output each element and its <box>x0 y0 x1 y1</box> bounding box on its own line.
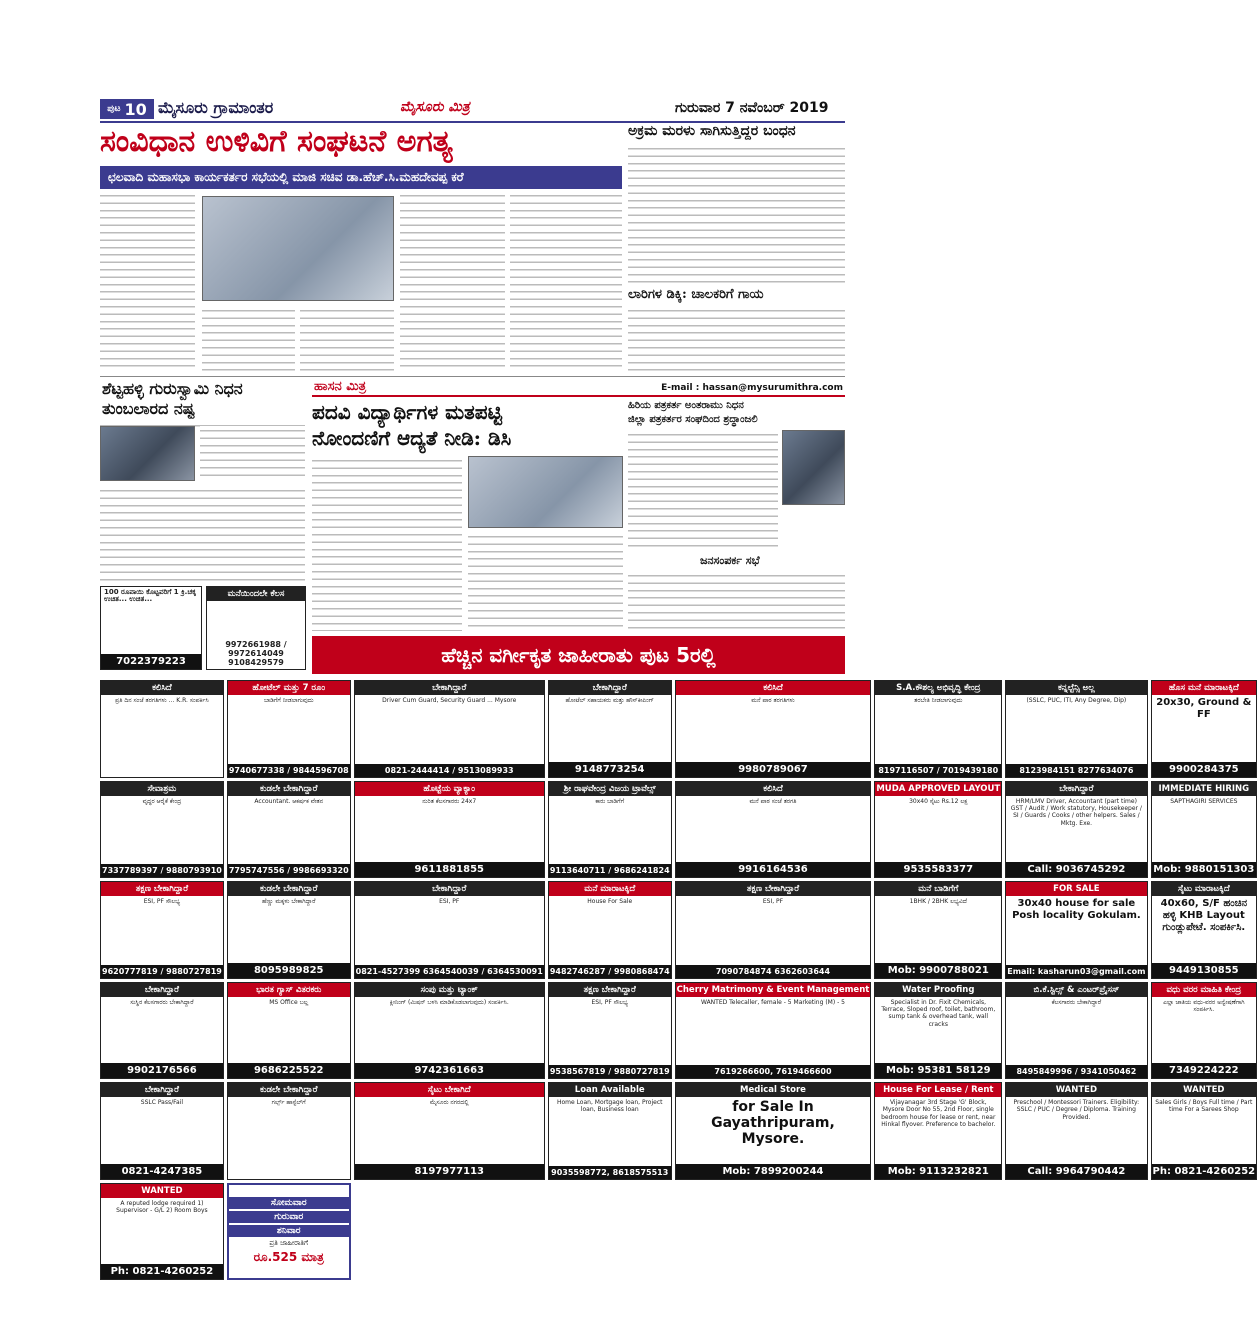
classified-ad <box>1005 680 1147 778</box>
hassan-headline-1: ಪದವಿ ವಿದ್ಯಾರ್ಥಿಗಳ ಮತಪಟ್ಟಿ <box>312 400 503 424</box>
journalist-body <box>628 430 778 550</box>
classified-ad-body: Vijayanagar 3rd Stage 'G' Block, Mysore Door No 55, 2nd Floor, single bedroom house for lease or rent, near Hinkal flyover. Preference to bachelor. <box>881 1099 996 1129</box>
classified-ad <box>1151 881 1257 979</box>
classified-ad-title: ಭಾರತ ಗ್ಯಾಸ್ ವಿತರಕರು <box>228 983 350 997</box>
classified-ad <box>100 781 224 879</box>
classified-ad-title: ಸೈಟು ಬೇಕಾಗಿದೆ <box>355 1083 544 1097</box>
classified-ad-phone: 0821-4247385 <box>101 1164 223 1179</box>
classified-ad-body: Specialist in Dr. Fixit Chemicals, Terrace, Sloped roof, toilet, bathroom, sump tank & overhead tank, wall cracks <box>881 998 996 1028</box>
classified-ad-phone: 9916164536 <box>676 862 871 877</box>
classified-ad-phone: 9902176566 <box>101 1063 223 1078</box>
classified-ad-body: House For Sale <box>587 898 633 905</box>
classified-ad-body: ಕ್ಲೀನಿಂಗ್ (ಮಿಷನ್ ಬಳಸಿ ಮಾಡಿಕೊಡಲಾಗುವುದು) ಸಂಪರ್ಕಿಸಿ. <box>389 998 509 1006</box>
classified-ad-title: Loan Available <box>549 1083 671 1097</box>
classified-ad-title: IMMEDIATE HIRING <box>1152 782 1257 796</box>
classified-ad-title: House For Lease / Rent <box>875 1083 1001 1097</box>
classified-ad-body: ತರಬೇತಿ ನೀಡಲಾಗುವುದು <box>914 697 963 704</box>
classified-ad <box>675 680 872 778</box>
lead-subheadline: ಛಲವಾದಿ ಮಹಾಸಭಾ ಕಾರ್ಯಕರ್ತರ ಸಭೆಯಲ್ಲಿ ಮಾಜಿ ಸಚಿವ ಡಾ.ಹೆಚ್.ಸಿ.ಮಹದೇವಪ್ಪ ಕರೆ <box>100 166 622 189</box>
divider-1 <box>100 376 845 377</box>
classified-ad-title: ಮನೆ ಬಾಡಿಗೆಗೆ <box>875 882 1001 896</box>
lead-body-col-1 <box>100 191 195 371</box>
classified-ad-phone: 0821-4527399 6364540039 / 6364530091 <box>355 966 543 976</box>
newspaper-page <box>100 96 1256 1281</box>
classified-ad-body: ವೃದ್ಧರ ಆರೈಕೆ ಕೇಂದ್ರ <box>142 797 182 805</box>
obit-body-1 <box>200 426 305 481</box>
classified-ad-body: SAPTHAGIRI SERVICES <box>1170 797 1238 805</box>
rate-day: ಶನಿವಾರ <box>229 1225 349 1237</box>
classified-ad-body: ಎಲ್ಲಾ ಜಾತಿಯ ವಧು-ವರರ ಅನ್ವೇಷಣೆಗಾಗಿ ಸಂಪರ್ಕಿಸಿ. <box>1163 998 1245 1013</box>
classified-ad-body: A reputed lodge required 1) Supervisor - G/L 2) Room Boys <box>116 1199 208 1214</box>
lead-body-col-2 <box>202 306 295 371</box>
classified-ad-title: ಕುಡಲೇ ಬೇಕಾಗಿದ್ದಾರೆ <box>228 1083 350 1097</box>
classified-ad <box>100 1183 224 1281</box>
classified-ad-title: ಬೇಕಾಗಿದ್ದಾರೆ <box>1006 782 1146 796</box>
classified-ad-title: ಸೇವಾಶ್ರಮ <box>101 782 223 796</box>
classified-ad <box>1151 680 1257 778</box>
classified-ad-title: ಕನ್ನಲ್ಟೆನ್ಸಿ ಅಲ್ಲ <box>1006 681 1146 695</box>
classified-ad <box>874 680 1002 778</box>
classified-ad-phone: 7795747556 / 9986693320 <box>228 866 349 875</box>
classified-ad-phone: 9113640711 / 9686241824 <box>549 866 670 875</box>
classified-ad-title: ತಕ್ಷಣ ಬೇಕಾಗಿದ್ದಾರೆ <box>549 983 671 997</box>
classified-ad-phone: 9740677338 / 9844596708 <box>228 765 349 775</box>
classified-ad-body: ESI, PF ಸೌಲಭ್ಯ <box>143 898 181 905</box>
classified-ad-phone: Mob: 9900788021 <box>875 963 1001 978</box>
classified-ad-phone: Mob: 7899200244 <box>676 1164 871 1179</box>
page-word: ಪುಟ <box>107 104 121 114</box>
promo-ad-2-title: ಮನೆಯಿಂದಲೇ ಕೆಲಸ <box>207 587 305 601</box>
classified-ad-title: ಬೇಕಾಗಿದ್ದಾರೆ <box>355 882 544 896</box>
classified-ad <box>227 881 351 979</box>
classified-ad-title: ಬೇಕಾಗಿದ್ದಾರೆ <box>549 681 671 695</box>
classified-ad-title: Water Proofing <box>875 983 1001 997</box>
classified-ad-title: WANTED <box>1006 1083 1146 1097</box>
classified-ad <box>354 781 545 879</box>
classified-ad-phone: 9035598772, 8618575513 <box>549 1166 671 1179</box>
classified-ad-phone: 9535583377 <box>875 862 1001 877</box>
hassan-body-col-1 <box>312 456 462 631</box>
classified-ad-body: ಪ್ರತಿ ದಿನ ಸಂಜೆ ತರಗತಿಗಳು ... K.R. ಸಂಪರ್ಕಿಸಿ <box>115 697 209 704</box>
classified-ad-body: 1BHK / 2BHK ಲಭ್ಯವಿದೆ <box>909 898 967 905</box>
classified-ad-body: ಮೈಸೂರು ನಗರದಲ್ಲಿ <box>429 1099 469 1106</box>
janasamparka-body <box>628 571 845 631</box>
classified-ad-title: ಹೊಸ ಮನೆ ಮಾರಾಟಕ್ಕಿದೆ <box>1152 681 1257 695</box>
classified-ad-phone: 8123984151 8277634076 <box>1006 764 1146 777</box>
classified-ad <box>227 1082 351 1180</box>
classified-ad-body: ಮನೆ ಪಾಠ ತರಗತಿಗಳು <box>751 697 795 704</box>
classified-ad <box>548 881 672 979</box>
classified-ad <box>675 881 872 979</box>
obit-headline-1: ಶೆಟ್ಟಹಳ್ಳಿ ಗುರುಸ್ವಾಮಿ ನಿಧನ <box>102 379 243 398</box>
classified-ad-phone: 8495849996 / 9341050462 <box>1006 1065 1146 1078</box>
classified-ad-title: ಬೇಕಾಗಿದ್ದಾರೆ <box>355 681 544 695</box>
classified-ad-body: SSLC Pass/Fail <box>140 1099 184 1106</box>
promo-ad-2 <box>206 586 306 670</box>
classified-ad <box>548 680 672 778</box>
classified-ad <box>1005 982 1147 1080</box>
journalist-portrait <box>782 430 845 505</box>
classified-ad-phone: 8095989825 <box>228 963 350 978</box>
lead-headline: ಸಂವಿಧಾನ ಉಳಿವಿಗೆ ಸಂಘಟನೆ ಅಗತ್ಯ <box>100 124 453 159</box>
right-story-1-body <box>628 144 845 284</box>
classified-ad-body: 30x40 house for sale Posh locality Gokulam. <box>1012 898 1141 921</box>
classified-ad-title: ಶ್ರೀ ರಾಘವೇಂದ್ರ ವಿಜಯ ಟ್ರಾವೆಲ್ಸ್ <box>549 782 671 796</box>
classified-ad-phone: 9449130855 <box>1152 963 1257 978</box>
promo-ad-1-title: 100 ರೂಪಾಯಿ ಕೊಟ್ಟವರಿಗೆ 1 ಕ್ರಿ.ಚಕ್ಕ ಉಚಿತ... ಉಚಿತ... <box>104 588 196 604</box>
classified-ad-title: ಬೇಕಾಗಿದ್ದಾರೆ <box>101 983 223 997</box>
classified-ad <box>1005 881 1147 979</box>
classified-ad-phone: Mob: 9113232821 <box>875 1164 1001 1179</box>
classified-ad-body: ESI, PF <box>439 898 460 905</box>
classified-ad-body: ಕಾರು ಬಾಡಿಗೆಗೆ <box>595 797 625 805</box>
classified-ad <box>1151 982 1257 1080</box>
lead-body-col-3 <box>300 306 394 371</box>
classified-ad-body: for Sale In Gayathripuram, Mysore. <box>711 1099 835 1147</box>
journalist-headline-2: ಜಿಲ್ಲಾ ಪತ್ರಕರ್ತರ ಸಂಘದಿಂದ ಶ್ರದ್ಧಾಂಜಲಿ <box>628 414 758 425</box>
issue-date: ಗುರುವಾರ 7 ನವೆಂಬರ್ 2019 <box>675 100 829 116</box>
janasamparka-headline: ಜನಸಂಪರ್ಕ ಸಭೆ <box>700 554 760 567</box>
classified-ad-title: ಬಿ.ಕೆ.ಸ್ಟಿಲ್ಸ್ & ಎಂಟರ್‌ಪ್ರೈಸಸ್ <box>1006 983 1146 997</box>
classified-ad <box>227 781 351 879</box>
classified-ad-body: MS Office ಬಲ್ಲ <box>269 998 309 1006</box>
page-number: 10 <box>124 99 147 119</box>
page-number-badge <box>100 99 154 119</box>
lead-photo <box>202 196 394 301</box>
classified-ad <box>227 680 351 778</box>
classified-ad <box>354 881 545 979</box>
classified-ad-phone: Email: kasharun03@gmail.com <box>1007 966 1146 976</box>
classified-ad <box>1151 781 1257 879</box>
classified-ad <box>354 982 545 1080</box>
classifieds-grid <box>100 680 1256 1280</box>
journalist-headline-1: ಹಿರಿಯ ಪತ್ರಕರ್ತ ಅಂತರಾಮು ನಿಧನ <box>628 400 744 411</box>
obit-headline-2: ತುಂಬಲಾರದ ನಷ್ಟ <box>102 399 195 418</box>
classified-ad <box>675 781 872 879</box>
classified-ad-body: ಕೆಲಸಗಾರರು ಬೇಕಾಗಿದ್ದಾರೆ <box>1051 998 1102 1006</box>
classified-ad <box>548 1082 672 1180</box>
classified-ad-body: HRM/LMV Driver, Accountant (part time) GST / Audit / Work statutory, Housekeeper / SI / Guards / Cooks / other helpers. Sales / Mktg. Exe. <box>1010 797 1142 827</box>
hassan-email: E-mail : hassan@mysurumithra.com <box>661 383 843 393</box>
classified-ad-phone: 9538567819 / 9880727819 <box>549 1067 670 1076</box>
classified-ad-body: Accountant. ಆಕರ್ಷಕ ವೇತನ <box>254 797 324 805</box>
classified-ad-phone: 0821-2444414 / 9513089933 <box>355 764 544 777</box>
promo-ad-1 <box>100 586 202 670</box>
classified-ad-phone: 9148773254 <box>549 762 671 777</box>
rate-note: ಪ್ರತಿ ಜಾಹೀರಾತಿಗೆ <box>269 1239 309 1248</box>
classified-ad-title: FOR SALE <box>1006 882 1146 896</box>
classified-ad-body: Home Loan, Mortgage loan, Project loan, Business loan <box>556 1099 663 1114</box>
rate-day: ಗುರುವಾರ <box>229 1211 349 1223</box>
classified-ad <box>100 982 224 1080</box>
classified-ad-title: MUDA APPROVED LAYOUT <box>876 783 1001 794</box>
classified-ad-phone: 9980789067 <box>676 762 871 777</box>
classified-ad-phone: 8197116507 / 7019439180 <box>875 764 1001 777</box>
classified-ad-title: Medical Store <box>676 1083 871 1097</box>
classified-ad-phone: Ph: 0821-4260252 <box>101 1264 223 1279</box>
classified-ad-body: ನುರಿತ ಕೆಲಸಗಾರರು 24x7 <box>422 797 477 805</box>
promo-ad-1-phone: 7022379223 <box>101 654 201 669</box>
hassan-body-col-2 <box>468 532 623 631</box>
classified-ad-phone: Ph: 0821-4260252 <box>1152 1165 1256 1177</box>
classified-ad-title: ಕಲಿಸಿದೆ <box>676 681 871 695</box>
right-story-1-headline: ಅಕ್ರಮ ಮರಳು ಸಾಗಿಸುತ್ತಿದ್ದರ ಬಂಧನ <box>628 123 796 139</box>
hassan-section-bar <box>312 379 845 397</box>
classified-ad <box>874 1082 1002 1180</box>
classified-ad-body: ESI, PF ಸೌಲಭ್ಯ <box>591 998 628 1006</box>
classified-ad-body: ಹೆಣ್ಣು ಮಕ್ಕಳು ಬೇಕಾಗಿದ್ದಾರೆ <box>262 898 316 905</box>
classified-banner: ಹೆಚ್ಚಿನ ವರ್ಗೀಕೃತ ಜಾಹೀರಾತು ಪುಟ 5ರಲ್ಲಿ <box>312 636 845 674</box>
classified-ad-body: Sales Girls / Boys Full time / Part time For a Sarees Shop <box>1155 1099 1253 1114</box>
classified-ad-phone: 9686225522 <box>228 1063 350 1078</box>
classified-ad-title: S.A.ಕೌಶಲ್ಯ ಅಭಿವೃದ್ಧಿ ಕೇಂದ್ರ <box>875 681 1001 695</box>
obit-photo <box>100 426 195 481</box>
lead-body-col-5 <box>510 191 622 371</box>
classified-ad-phone: 8197977113 <box>355 1164 544 1179</box>
masthead-logo: ಮೈಸೂರು ಮಿತ್ರ <box>400 99 470 115</box>
classified-ad <box>100 881 224 979</box>
classified-ad <box>354 680 545 778</box>
rate-box <box>227 1183 351 1281</box>
right-story-2-body <box>628 306 845 376</box>
classified-ad-title: ತಕ್ಷಣ ಬೇಕಾಗಿದ್ದಾರೆ <box>676 882 871 896</box>
classified-ad-title: ಕುಡಲೇ ಬೇಕಾಗಿದ್ದಾರೆ <box>228 782 350 796</box>
classified-ad <box>874 982 1002 1080</box>
hassan-photo <box>468 456 623 528</box>
classified-ad-phone: 9482746287 / 9980868474 <box>549 966 670 976</box>
hassan-section-label: ಹಾಸನ ಮಿತ್ರ <box>314 379 367 394</box>
classified-ad-phone: 9611881855 <box>355 862 544 877</box>
classified-ad-phone: Mob: 9880151303 <box>1153 864 1255 875</box>
classified-ad <box>1005 1082 1147 1180</box>
classified-ad <box>227 982 351 1080</box>
classified-ad-title: WANTED <box>1152 1083 1257 1097</box>
promo-ad-2-phone: 9972661988 / 9972614049 9108429579 <box>225 640 287 667</box>
classified-ad-phone: Mob: 95381 58129 <box>875 1063 1001 1078</box>
page-header <box>100 96 845 120</box>
section-title: ಮೈಸೂರು ಗ್ರಾಮಾಂತರ <box>158 98 274 117</box>
classified-ad-phone: Call: 9036745292 <box>1006 862 1146 877</box>
classified-ad-title: Cherry Matrimony & Event Management <box>676 984 870 995</box>
classified-ad-title: ತಕ್ಷಣ ಬೇಕಾಗಿದ್ದಾರೆ <box>101 882 223 896</box>
classified-ad-body: ESI, PF <box>762 898 784 905</box>
classified-ad-phone: 7619266600, 7619466600 <box>676 1065 871 1078</box>
classified-ad-body: ಹೋಟೆಲ್ ಸಹಾಯಕರು ಮತ್ತು ಹೌಸ್‌ಕೀಪಿಂಗ್ <box>565 697 654 704</box>
hassan-headline-2: ನೋಂದಣಿಗೆ ಆದ್ಯತೆ ನೀಡಿ: ಡಿಸಿ <box>312 426 512 450</box>
classified-ad-title: ಕಲಿಸಿದೆ <box>676 782 871 796</box>
classified-ad <box>354 1082 545 1180</box>
classified-ad-title: ಹೋಟೆಲ್ ಮತ್ತು 7 ರೂಂ <box>228 681 350 695</box>
classified-ad-body: 30x40 ಸೈಟು Rs.12 ಲಕ್ಷ <box>909 797 968 805</box>
classified-ad-body: (SSLC, PUC, ITI, Any Degree, Dip) <box>1026 697 1127 704</box>
classified-ad-body: ಸುಸ್ಥಿರ ಕೆಲಸಗಾರರು ಬೇಕಾಗಿದ್ದಾರೆ <box>130 998 194 1006</box>
classified-ad <box>874 881 1002 979</box>
classified-ad <box>100 680 224 778</box>
classified-ad <box>675 982 872 1080</box>
lead-body-col-4 <box>400 191 505 371</box>
classified-ad-phone: Call: 9964790442 <box>1006 1164 1146 1179</box>
classified-ad-phone: 7349224222 <box>1152 1063 1257 1078</box>
classified-ad-body: WANTED Telecaller, female - 5 Marketing (M) - 5 <box>700 998 845 1006</box>
rate-price: ರೂ.525 ಮಾತ್ರ <box>253 1250 324 1265</box>
classified-ad-phone: 9620777819 / 9880727819 <box>102 966 222 976</box>
classified-ad-title: ಕಲಿಸಿದೆ <box>101 681 223 695</box>
classified-ad-title: ಹೊಟ್ಟೆಯ ವ್ಯಾಕ್ಯಾಂ <box>355 782 544 796</box>
classified-ad-body: ಮನೆ ಪಾಠ ಸಂಜೆ ತರಗತಿ <box>749 797 797 805</box>
classified-ad-title: ವಧು ವರರ ಮಾಹಿತಿ ಕೇಂದ್ರ <box>1152 983 1257 997</box>
classified-ad-title: ಸೈಟು ಮಾರಾಟಕ್ಕಿದೆ <box>1152 882 1257 896</box>
classified-ad-title: WANTED <box>101 1184 223 1198</box>
classified-ad-phone: 7090784874 6362603644 <box>676 965 871 978</box>
classified-ad <box>548 781 672 879</box>
classified-ad <box>100 1082 224 1180</box>
classified-ad-phone: 9900284375 <box>1152 762 1257 777</box>
classified-ad-phone: 9742361663 <box>355 1063 544 1078</box>
classified-ad <box>1151 1082 1257 1180</box>
classified-ad-body: Driver Cum Guard, Security Guard ... Mysore <box>382 697 517 704</box>
classified-ad-title: ಸಂಪು ಮತ್ತು ಟ್ಯಾಂಕ್ <box>355 983 544 997</box>
classified-ad <box>548 982 672 1080</box>
classified-ad-body: 40x60, S/F ಹಂಚಿನ ಹಳ್ಳಿ KHB Layout ಗುಂಡ್ಲುಪೇಟೆ. ಸಂಪರ್ಕಿಸಿ. <box>1160 898 1248 933</box>
classified-ad-body: 20x30, Ground & FF <box>1156 697 1252 720</box>
right-story-2-headline: ಲಾರಿಗಳ ಡಿಕ್ಕಿ: ಚಾಲಕರಿಗೆ ಗಾಯ <box>628 287 764 302</box>
classified-ad-title: ಮನೆ ಮಾರಾಟಕ್ಕಿದೆ <box>549 882 671 896</box>
classified-ad <box>675 1082 872 1180</box>
classified-ad-body: Preschool / Montessori Trainers. Eligibility: SSLC / PUC / Degree / Diploma. Training Provided. <box>1013 1099 1140 1121</box>
classified-ad <box>1005 781 1147 879</box>
obit-body-2 <box>100 486 305 581</box>
classified-ad-title: ಕುಡಲೇ ಬೇಕಾಗಿದ್ದಾರೆ <box>228 882 350 896</box>
classified-ad-body: ಬಾಡಿಗೆಗೆ ನೀಡಲಾಗುವುದು <box>263 697 314 704</box>
classified-ad-body: ಗರ್ಲ್ಸ್ ಹಾಸ್ಟೆಲ್‌ಗೆ <box>271 1099 306 1106</box>
rate-day: ಸೋಮವಾರ <box>229 1197 349 1209</box>
classified-ad <box>874 781 1002 879</box>
classified-ad-title: ಬೇಕಾಗಿದ್ದಾರೆ <box>101 1083 223 1097</box>
classified-ad-phone: 7337789397 / 9880793910 <box>102 866 222 875</box>
